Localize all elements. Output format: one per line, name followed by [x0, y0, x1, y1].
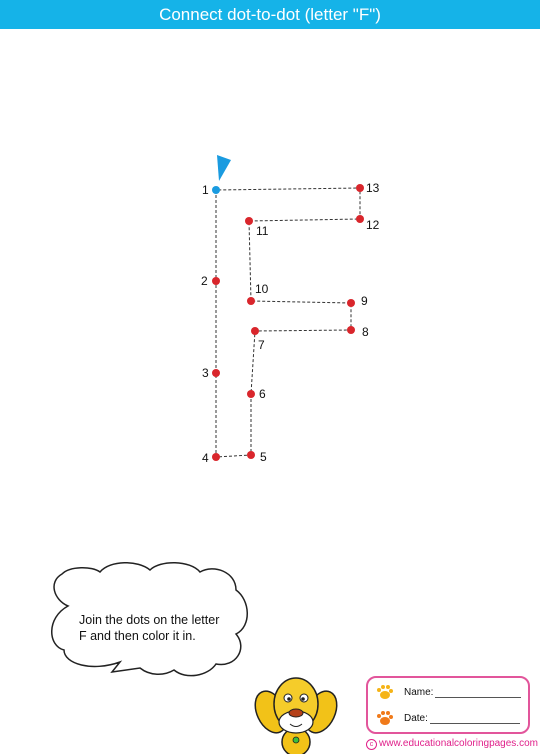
date-line[interactable] — [430, 714, 520, 724]
dot-label-6: 6 — [259, 387, 266, 401]
dot-label-9: 9 — [361, 294, 368, 308]
dashed-guide-lines — [216, 188, 360, 457]
name-line[interactable] — [435, 688, 521, 698]
name-date-box — [366, 676, 530, 734]
footer-credit — [366, 738, 540, 750]
dot-4[interactable] — [212, 453, 220, 461]
dot-7[interactable] — [251, 327, 259, 335]
name-field[interactable] — [404, 687, 521, 698]
copyright-icon: c — [366, 739, 377, 750]
dog-mascot — [249, 678, 343, 754]
dot-1[interactable] — [212, 186, 220, 194]
dot-label-13: 13 — [366, 181, 380, 195]
paw-print-icon — [376, 684, 394, 700]
dot-label-11: 11 — [256, 224, 269, 238]
dot-label-5: 5 — [260, 450, 267, 464]
date-field[interactable] — [404, 713, 520, 724]
dot-9[interactable] — [347, 299, 355, 307]
dot-label-4: 4 — [202, 451, 209, 465]
dot-5[interactable] — [247, 451, 255, 459]
dot-6[interactable] — [247, 390, 255, 398]
dot-label-3: 3 — [202, 366, 209, 380]
dot-12[interactable] — [356, 215, 364, 223]
dot-8[interactable] — [347, 326, 355, 334]
paw-print-icon — [376, 710, 394, 726]
dot-11[interactable] — [245, 217, 253, 225]
speech-bubble-text: Join the dots on the letter F and then color it in. — [79, 613, 220, 643]
start-flag-icon — [217, 155, 231, 181]
date-label: Date: — [404, 713, 428, 724]
page-title: Connect dot-to-dot (letter "F") — [159, 4, 381, 24]
dot-13[interactable] — [356, 184, 364, 192]
dot-10[interactable] — [247, 297, 255, 305]
dot-label-12: 12 — [366, 218, 380, 232]
name-label: Name: — [404, 687, 434, 698]
dot-2[interactable] — [212, 277, 220, 285]
footer-url[interactable]: www.educationalcoloringpages.com — [379, 738, 538, 749]
dot-label-1: 1 — [202, 183, 209, 197]
dot-label-7: 7 — [258, 338, 265, 352]
dot-3[interactable] — [212, 369, 220, 377]
dot-label-2: 2 — [201, 274, 208, 288]
dot-label-10: 10 — [255, 282, 269, 296]
dot-label-8: 8 — [362, 325, 369, 339]
